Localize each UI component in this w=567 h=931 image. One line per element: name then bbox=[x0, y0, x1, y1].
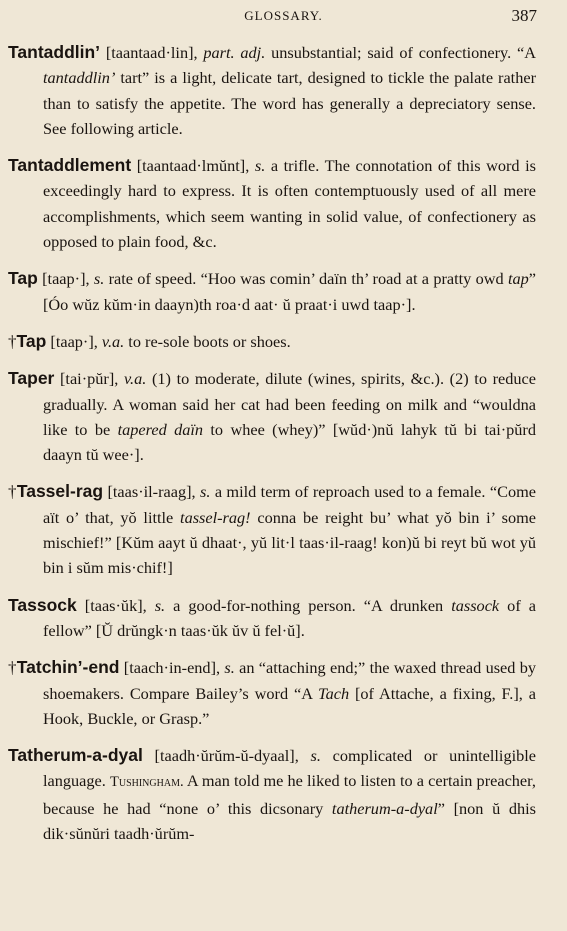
definition-cont: to whee (whey)” [wŭd·)nŭ lahyk tŭ bi tai·pŭrd daayn tŭ wee·]. bbox=[43, 419, 536, 465]
part-of-speech: s. bbox=[254, 156, 266, 176]
headword: Tantaddlin’ bbox=[8, 42, 101, 62]
part-of-speech: v.a. bbox=[101, 331, 125, 351]
part-of-speech: v.a. bbox=[123, 369, 147, 389]
pronunciation: [taap·], bbox=[46, 331, 102, 351]
example-word: tassel-rag! bbox=[180, 507, 251, 527]
part-of-speech: s. bbox=[224, 658, 235, 678]
entry-tassock bbox=[8, 593, 536, 644]
entry-tap-noun bbox=[8, 266, 536, 317]
source-citation: Tushingham. bbox=[109, 774, 184, 791]
definition-cont: ” [non ŭ dhis dik·sŭnŭri taadh·ŭrŭm- bbox=[43, 798, 536, 844]
definition: a good-for-nothing person. “A drunken bbox=[165, 595, 452, 615]
example-word: tassock bbox=[451, 595, 500, 615]
pronunciation: [tai·pŭr], bbox=[54, 369, 124, 389]
entry-tatherum-a-dyal bbox=[8, 743, 536, 846]
definition: rate of speed. “Hoo was comin’ daïn th’ road at a pratty owd bbox=[104, 269, 508, 289]
definition-cont: tart” is a light, delicate tart, designed to tickle the palate rather than to satisfy the appetite. The word has generally a depreciatory sense. See following article. bbox=[43, 68, 536, 138]
running-title: GLOSSARY. bbox=[244, 8, 323, 23]
definition: complicated or unintelligible language. bbox=[43, 746, 537, 791]
definition-cont: ” [Óo wŭz kŭm·in daayn)th roa·d aat· ŭ praat·i uwd taap·]. bbox=[43, 269, 536, 314]
part-of-speech: s. bbox=[93, 269, 105, 289]
part-of-speech: s. bbox=[200, 482, 211, 502]
obsolete-dagger-mark: † bbox=[8, 482, 17, 502]
pronunciation: [taantaad·lmŭnt], bbox=[131, 156, 255, 176]
part-of-speech: part. adj. bbox=[203, 43, 266, 62]
entry-tantaddlement bbox=[8, 153, 536, 254]
pronunciation: [taap·], bbox=[37, 269, 94, 289]
definition: an “attaching end;” the waxed thread used by shoemakers. Compare Bailey’s word “A bbox=[43, 658, 537, 703]
pronunciation: [taadh·ŭrŭm-ŭ-dyaal], bbox=[142, 746, 311, 766]
example-word: Tach bbox=[318, 683, 350, 703]
example-word: tap bbox=[507, 269, 529, 289]
definition-cont: [of Attache, a fixing, F.], a Hook, Buckle, or Grasp.” bbox=[43, 683, 536, 728]
obsolete-dagger-mark: † bbox=[8, 658, 17, 678]
definition: to re-sole boots or shoes. bbox=[124, 331, 291, 351]
headword: Tap bbox=[16, 330, 47, 351]
definition: a mild term of reproach used to a female. “Come aït o’ that, yŏ little bbox=[43, 482, 536, 527]
entry-taper bbox=[8, 366, 536, 467]
page-number: 387 bbox=[511, 6, 537, 25]
entry-tantaddlin bbox=[8, 40, 536, 141]
headword: Tassock bbox=[8, 594, 77, 615]
part-of-speech: s. bbox=[154, 595, 166, 615]
headword: Taper bbox=[8, 368, 55, 389]
headword: Tassel-rag bbox=[16, 481, 104, 502]
glossary-entries bbox=[8, 40, 536, 858]
definition: (1) to moderate, dilute (wines, spirits, &c.). (2) to reduce gradually. A woman said her cat had been feeding on milk and “wouldna like to be bbox=[43, 369, 537, 439]
example-word: tatherum-a-dyal bbox=[331, 798, 438, 818]
part-of-speech: s. bbox=[310, 746, 321, 766]
headword: Tatchin’-end bbox=[16, 657, 120, 678]
pronunciation: [taach·in-end], bbox=[119, 658, 225, 678]
definition: a trifle. The connotation of this word is exceedingly hard to express. It is often contemptuously used of all mere accomplishments, which seem wanting in solid value, of confectionery as opposed to plain food, &c. bbox=[43, 156, 536, 252]
definition-cont: conna be reight bu’ what yŏ bin i’ some mischief!” [Kŭm aayt ŭ dhaat·, yŭ lit·l taas·il-raag! kon)ŭ bi reyt bŭ wot yŭ bin i sŭm mis·chif!] bbox=[43, 507, 536, 578]
headword: Tatherum-a-dyal bbox=[8, 745, 143, 766]
example-word: tapered daïn bbox=[117, 419, 204, 439]
entry-tatchin-end bbox=[8, 655, 536, 731]
example-word: tantaddlin’ bbox=[43, 68, 116, 88]
headword: Tap bbox=[8, 268, 38, 289]
definition-cont: of a fellow” [Ŭ drŭngk·n taas·ŭk ŭv ŭ fel·ŭ]. bbox=[43, 595, 536, 640]
page-header bbox=[0, 6, 567, 30]
pronunciation: [taas·ŭk], bbox=[76, 595, 155, 615]
obsolete-dagger-mark: † bbox=[8, 331, 17, 351]
pronunciation: [taas·il-raag], bbox=[103, 482, 200, 502]
definition-mid: A man told me he liked to listen to a certain preacher, because he had “none o’ this dicsonary bbox=[43, 771, 536, 818]
entry-tassel-rag bbox=[8, 479, 536, 580]
entry-tap-verb bbox=[8, 329, 536, 354]
pronunciation: [taantaad·lin], bbox=[100, 43, 204, 62]
definition: unsubstantial; said of confectionery. “A bbox=[265, 43, 536, 62]
headword: Tantaddlement bbox=[8, 155, 132, 176]
